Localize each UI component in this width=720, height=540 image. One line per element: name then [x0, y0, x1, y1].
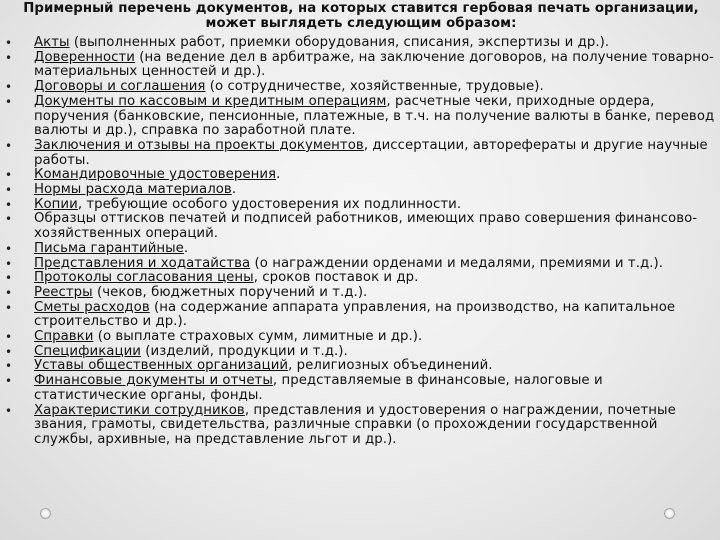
list-item	[0, 139, 720, 168]
list-item	[0, 286, 720, 301]
item-document-type: Акты	[34, 35, 70, 50]
item-description: (о сотрудничестве, хозяйственные, трудовые).	[209, 79, 544, 95]
item-description: (на ведение дел в арбитраже, на заключение договоров, на получение товарно-материальных ценностей и др.).	[34, 49, 715, 80]
item-document-type: Финансовые документы и отчеты	[34, 373, 273, 389]
item-description: (о выплате страховых сумм, лимитные и др.).	[97, 329, 423, 345]
item-description: , требующие особого удостоверения их подлинности.	[77, 196, 462, 212]
item-description: .	[231, 182, 237, 198]
bullet-icon: •	[5, 183, 13, 198]
decorative-circle-left	[40, 508, 51, 519]
list-item	[0, 301, 720, 330]
bullet-icon: •	[5, 256, 13, 271]
item-description: , расчетные чеки, приходные ордера, поручения (банковские, пенсионные, платежные, в т.ч. на получение валюты в банке, перевод валюты и др.), справка по заработной плате.	[34, 93, 715, 139]
bullet-icon: •	[5, 94, 13, 109]
bullet-icon: •	[5, 374, 13, 389]
bullet-icon: •	[5, 241, 13, 256]
item-document-type: Справки	[34, 329, 94, 345]
list-item	[0, 183, 720, 198]
list-item	[0, 95, 720, 139]
item-document-type: Договоры и соглашения	[34, 79, 206, 95]
item-document-type: Спецификации	[34, 343, 141, 359]
slide-title	[6, 1, 716, 31]
item-document-type: Нормы расхода материалов	[34, 182, 232, 198]
item-document-type: Уставы общественных организаций	[34, 358, 289, 374]
list-item	[0, 359, 720, 374]
bullet-icon: •	[5, 271, 13, 286]
decorative-circle-right	[664, 508, 675, 519]
bullet-icon: •	[5, 330, 13, 345]
item-document-type: Документы по кассовым и кредитным операциям	[34, 93, 387, 109]
bullet-icon: •	[5, 403, 13, 418]
item-description: .	[276, 167, 281, 183]
item-document-type: Заключения и отзывы на проекты документов	[34, 137, 364, 153]
list-item	[0, 242, 720, 257]
list-item	[0, 257, 720, 272]
item-description: (выполненных работ, приемки оборудования, списания, экспертизы и др.).	[73, 35, 610, 50]
list-item	[0, 374, 720, 403]
document-list	[0, 36, 720, 448]
bullet-icon: •	[5, 212, 13, 227]
list-item	[0, 36, 720, 51]
item-document-type: Письма гарантийные	[34, 240, 184, 256]
bullet-icon: •	[5, 138, 13, 153]
item-description: , диссертации, авторефераты и другие научные работы.	[34, 137, 708, 168]
item-description: , представляемые в финансовые, налоговые и статистические органы, фонды.	[34, 373, 603, 403]
item-description: (изделий, продукции и т.д.).	[145, 343, 348, 359]
bullet-icon: •	[5, 168, 13, 183]
bullet-icon: •	[5, 80, 13, 95]
item-description: (чеков, бюджетных поручений и т.д.).	[97, 284, 368, 300]
list-item	[0, 168, 720, 183]
item-document-type: Протоколы согласования цены	[34, 270, 254, 286]
item-description: , религиозных объединений.	[288, 358, 493, 374]
item-description: (на содержание аппарата управления, на производство, на капитальное строительство и др.).	[34, 299, 676, 330]
item-description: .	[183, 240, 189, 256]
bullet-icon: •	[5, 359, 13, 374]
bullet-icon: •	[5, 285, 13, 300]
item-description: , представления и удостоверения о награждении, почетные звания, грамоты, свидетельства, различные справки (о прохождении государственной службы, архивные, на представление льгот и др.).	[34, 402, 676, 447]
list-item	[0, 404, 720, 448]
title-line-1: Примерный перечень документов, на которых ставится гербовая печать организации,	[23, 1, 699, 16]
bullet-icon: •	[5, 50, 13, 65]
item-document-type: Реестры	[34, 284, 93, 300]
item-description: (о награждении орденами и медалями, премиями и т.д.).	[254, 255, 664, 271]
item-document-type: Копии	[34, 196, 78, 212]
bullet-icon: •	[5, 344, 13, 359]
item-document-type: Представления и ходатайства	[34, 255, 251, 271]
list-item	[0, 271, 720, 286]
bullet-icon: •	[5, 197, 13, 212]
bullet-icon: •	[5, 300, 13, 315]
item-document-type: Сметы расходов	[34, 299, 150, 315]
list-item	[0, 330, 720, 345]
bullet-icon: •	[5, 36, 13, 50]
item-description: , сроков поставок и др.	[253, 270, 419, 286]
list-item	[0, 80, 720, 95]
list-item	[0, 51, 720, 80]
item-description: Образцы оттисков печатей и подписей работников, имеющих право совершения финансово-хозяйственных операций.	[34, 211, 698, 242]
item-document-type: Доверенности	[34, 49, 135, 65]
title-line-2: может выглядеть следующим образом:	[205, 16, 517, 31]
item-document-type: Командировочные удостоверения	[34, 167, 277, 183]
list-item	[0, 212, 720, 241]
item-document-type: Характеристики сотрудников	[34, 402, 245, 418]
